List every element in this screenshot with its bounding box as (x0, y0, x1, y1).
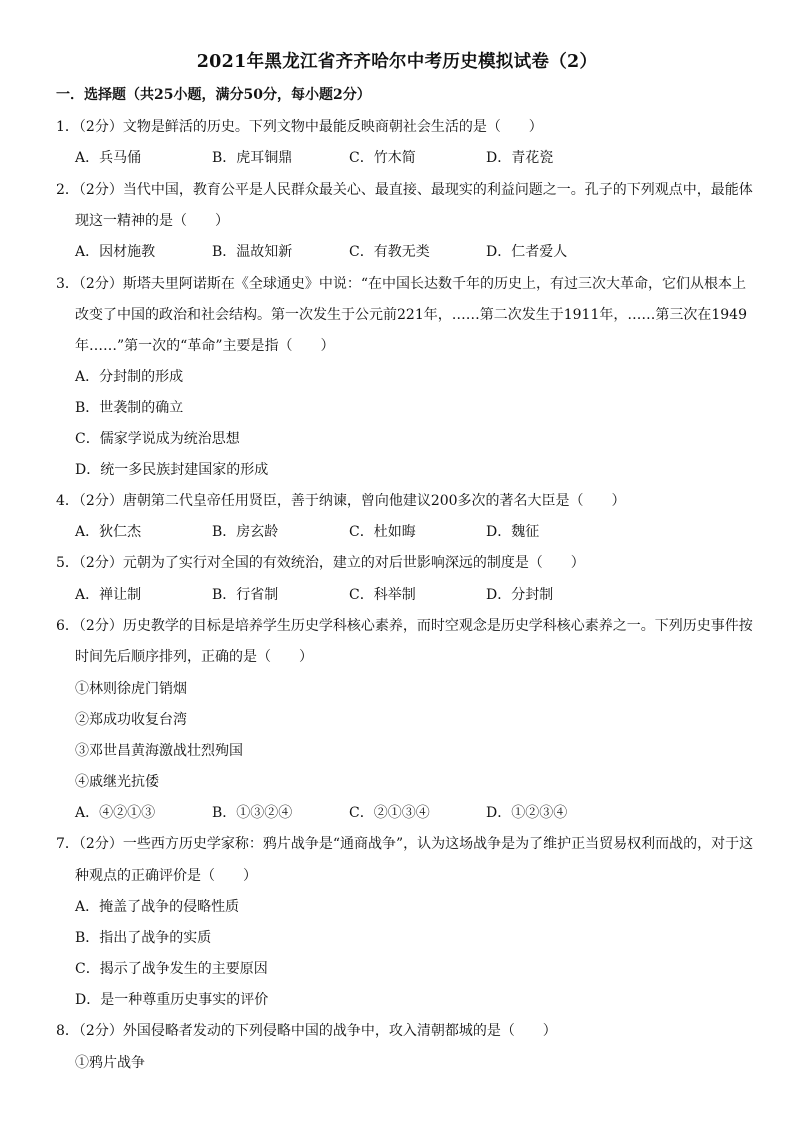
q7-option-a: A．掩盖了战争的侵略性质 (75, 899, 240, 915)
q2-option-c: C．有教无类 (349, 244, 430, 260)
q7-option-b: B．指出了战争的实质 (75, 930, 212, 946)
question-2-stem-line-2: 现这一精神的是（ ） (75, 213, 229, 229)
q3-option-b: B．世袭制的确立 (75, 400, 184, 416)
q4-option-c: C．杜如晦 (349, 524, 416, 540)
q5-option-d: D．分封制 (486, 587, 554, 603)
q3-option-c: C．儒家学说成为统治思想 (75, 431, 240, 447)
q1-option-b: B．虎耳铜鼎 (212, 150, 293, 166)
question-4-options (75, 522, 623, 542)
q6-item-2: ②郑成功收复台湾 (75, 712, 187, 728)
question-6-options (75, 803, 623, 823)
q7-option-c: C．揭示了战争发生的主要原因 (75, 961, 268, 977)
q1-option-c: C．竹木简 (349, 150, 416, 166)
question-2-stem-line-1: 2．（2分）当代中国，教育公平是人民群众最关心、最直接、最现实的利益问题之一。孔子的下列观点中，最能体 (56, 182, 753, 198)
q7-option-d: D．是一种尊重历史事实的评价 (75, 992, 269, 1008)
q4-option-d: D．魏征 (486, 524, 540, 540)
q1-option-d: D．青花瓷 (486, 150, 554, 166)
q2-option-b: B．温故知新 (212, 244, 293, 260)
q6-item-1: ①林则徐虎门销烟 (75, 681, 187, 697)
question-6-stem-line-1: 6．（2分）历史教学的目标是培养学生历史学科核心素养，而时空观念是历史学科核心素养之一。下列历史事件按 (56, 618, 753, 634)
q6-option-a: A．④②①③ (75, 805, 156, 821)
question-4-stem: 4．（2分）唐朝第二代皇帝任用贤臣，善于纳谏，曾向他建议200多次的著名大臣是（ ） (56, 493, 626, 509)
q5-option-a: A．禅让制 (75, 587, 142, 603)
q8-item-1: ①鸦片战争 (75, 1055, 145, 1071)
q6-option-c: C．②①③④ (349, 805, 430, 821)
q6-item-4: ④戚继光抗倭 (75, 774, 159, 790)
q5-option-b: B．行省制 (212, 587, 279, 603)
q2-option-a: A．因材施教 (75, 244, 156, 260)
question-7-stem-line-1: 7．（2分）一些西方历史学家称：鸦片战争是“通商战争”，认为这场战争是为了维护正当贸易权利而战的，对于这 (56, 836, 754, 852)
q6-item-3: ③邓世昌黄海激战壮烈殉国 (75, 743, 243, 759)
question-8-stem: 8．（2分）外国侵略者发动的下列侵略中国的战争中，攻入清朝都城的是（ ） (56, 1023, 557, 1039)
question-3-stem-line-3: 年……”第一次的“革命”主要是指（ ） (75, 338, 335, 354)
q6-option-d: D．①②③④ (486, 805, 568, 821)
question-2-options (75, 242, 623, 262)
q4-option-b: B．房玄龄 (212, 524, 279, 540)
question-6-stem-line-2: 时间先后顺序排列，正确的是（ ） (75, 649, 313, 665)
question-5-options (75, 585, 623, 605)
q2-option-d: D．仁者爱人 (486, 244, 568, 260)
question-1-stem: 1．（2分）文物是鲜活的历史。下列文物中最能反映商朝社会生活的是（ ） (56, 119, 543, 135)
q5-option-c: C．科举制 (349, 587, 416, 603)
section-heading: 一．选择题（共25小题，满分50分，每小题2分） (56, 87, 371, 103)
question-3-stem-line-2: 改变了中国的政治和社会结构。第一次发生于公元前221年，……第二次发生于1911年，……第三次在1949 (75, 307, 747, 323)
page-title: 2021年黑龙江省齐齐哈尔中考历史模拟试卷（2） (196, 52, 598, 72)
question-3-stem-line-1: 3．（2分）斯塔夫里阿诺斯在《全球通史》中说：“在中国长达数千年的历史上，有过三次大革命，它们从根本上 (56, 276, 746, 292)
q3-option-a: A．分封制的形成 (75, 369, 184, 385)
question-5-stem: 5．（2分）元朝为了实行对全国的有效统治，建立的对后世影响深远的制度是（ ） (56, 555, 585, 571)
question-1-options (75, 148, 623, 168)
q3-option-d: D．统一多民族封建国家的形成 (75, 462, 269, 478)
q6-option-b: B．①③②④ (212, 805, 293, 821)
q1-option-a: A．兵马俑 (75, 150, 142, 166)
q4-option-a: A．狄仁杰 (75, 524, 142, 540)
question-7-stem-line-2: 种观点的正确评价是（ ） (75, 868, 257, 884)
